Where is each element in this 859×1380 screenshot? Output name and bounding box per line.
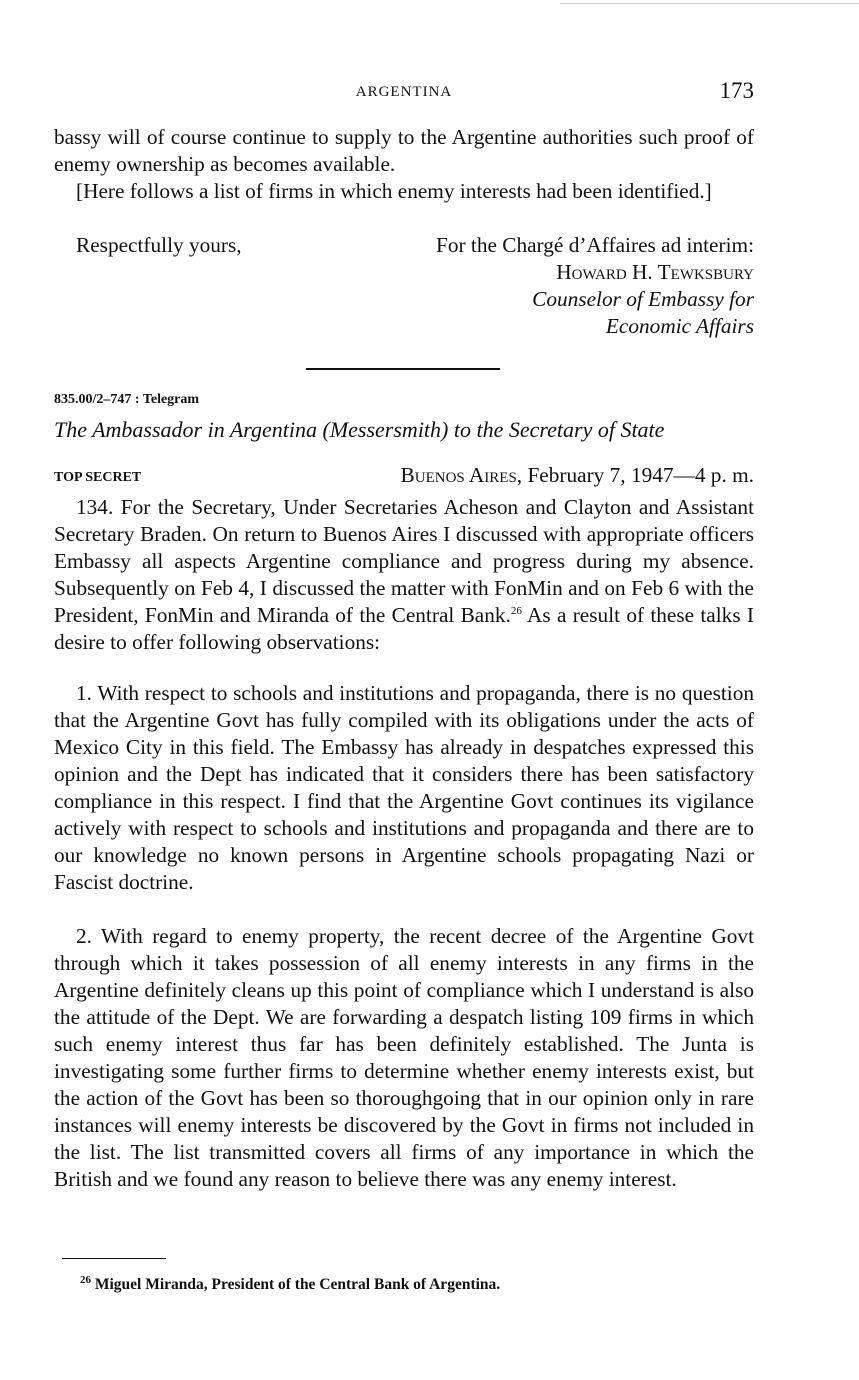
letter-continuation: bassy will of course continue to supply to the Argentine authorities such proof of enemy ownership as becomes available. bbox=[54, 125, 754, 176]
paragraph-2: 2. With regard to enemy property, the recent decree of the Argentine Govt through which it takes possession of all enemy interests in any firms in the Argentine definitely cleans up this point of compliance which I understand is also the attitude of the Dept. We are forwarding a despatch listing 109 firms in which such enemy interest thus far has been definitely established. The Junta is investigating some further firms to determine whether enemy interests exist, but the action of the Govt has been so thoroughgoing that in our opinion only in rare instances will enemy interests be discovered by the Govt in firms not included in the list. The list transmitted covers all firms of any importance in which the British and we found any reason to believe there was any enemy interest. bbox=[54, 924, 754, 1191]
signatory-title-1: Counselor of Embassy for bbox=[532, 287, 754, 311]
section-divider bbox=[306, 368, 500, 370]
dateline bbox=[401, 463, 754, 488]
file-number: 835.00/2–747 : Telegram bbox=[54, 392, 200, 407]
signatory-name: Howard H. Tewksbury bbox=[556, 260, 754, 284]
for-charge-line: For the Chargé d’Affaires ad interim: bbox=[436, 233, 754, 257]
dateline-date: , February 7, 1947—4 p. m. bbox=[516, 463, 754, 487]
telegram-intro-paragraph bbox=[54, 494, 754, 656]
page-header bbox=[54, 80, 754, 108]
paragraph-1: 1. With respect to schools and institutions and propaganda, there is no question that the Argentine Govt has fully compiled with its obligations under the acts of Mexico City in this field. The Embassy has already in despatches expressed this opinion and the Dept has indicated that it considers there has been satisfactory compliance in this respect. I find that the Argentine Govt continues its vigilance actively with respect to schools and institutions and propaganda and there are to our knowledge no known persons in Argentine schools propagating Nazi or Fascist doctrine. bbox=[54, 681, 754, 894]
intro-text-b: As a result of these talks I desire to offer following observations: bbox=[54, 603, 754, 654]
footnote-text: Miguel Miranda, President of the Central Bank of Argentina. bbox=[91, 1276, 501, 1293]
footnote-reference: 26 bbox=[510, 604, 522, 617]
scan-edge-line bbox=[560, 3, 859, 4]
footnote bbox=[80, 1273, 501, 1294]
dateline-place: Buenos Aires bbox=[400, 463, 517, 487]
document-heading: The Ambassador in Argentina (Messersmith) to the Secretary of State bbox=[54, 417, 665, 442]
signatory-title-2: Economic Affairs bbox=[605, 314, 754, 338]
running-title: ARGENTINA bbox=[355, 84, 453, 100]
intro-text-a: 134. For the Secretary, Under Secretaries Acheson and Clayton and Assistant Secretary Braden. On return to Buenos Aires I discussed with appropriate officers Embassy all aspects Argentine compliance and progress during my absence. Subsequently on Feb 4, I discussed the matter with FonMin and on Feb 6 with the President, FonMin and Miranda of the Central Bank. bbox=[54, 495, 754, 627]
closing-line: Respectfully yours, bbox=[76, 233, 242, 257]
footnote-rule bbox=[62, 1258, 166, 1259]
footnote-number: 26 bbox=[80, 1273, 91, 1286]
bracket-note: [Here follows a list of firms in which enemy interests had been identified.] bbox=[76, 179, 712, 203]
classification-label: TOP SECRET bbox=[54, 470, 142, 485]
page-number: 173 bbox=[719, 78, 754, 103]
